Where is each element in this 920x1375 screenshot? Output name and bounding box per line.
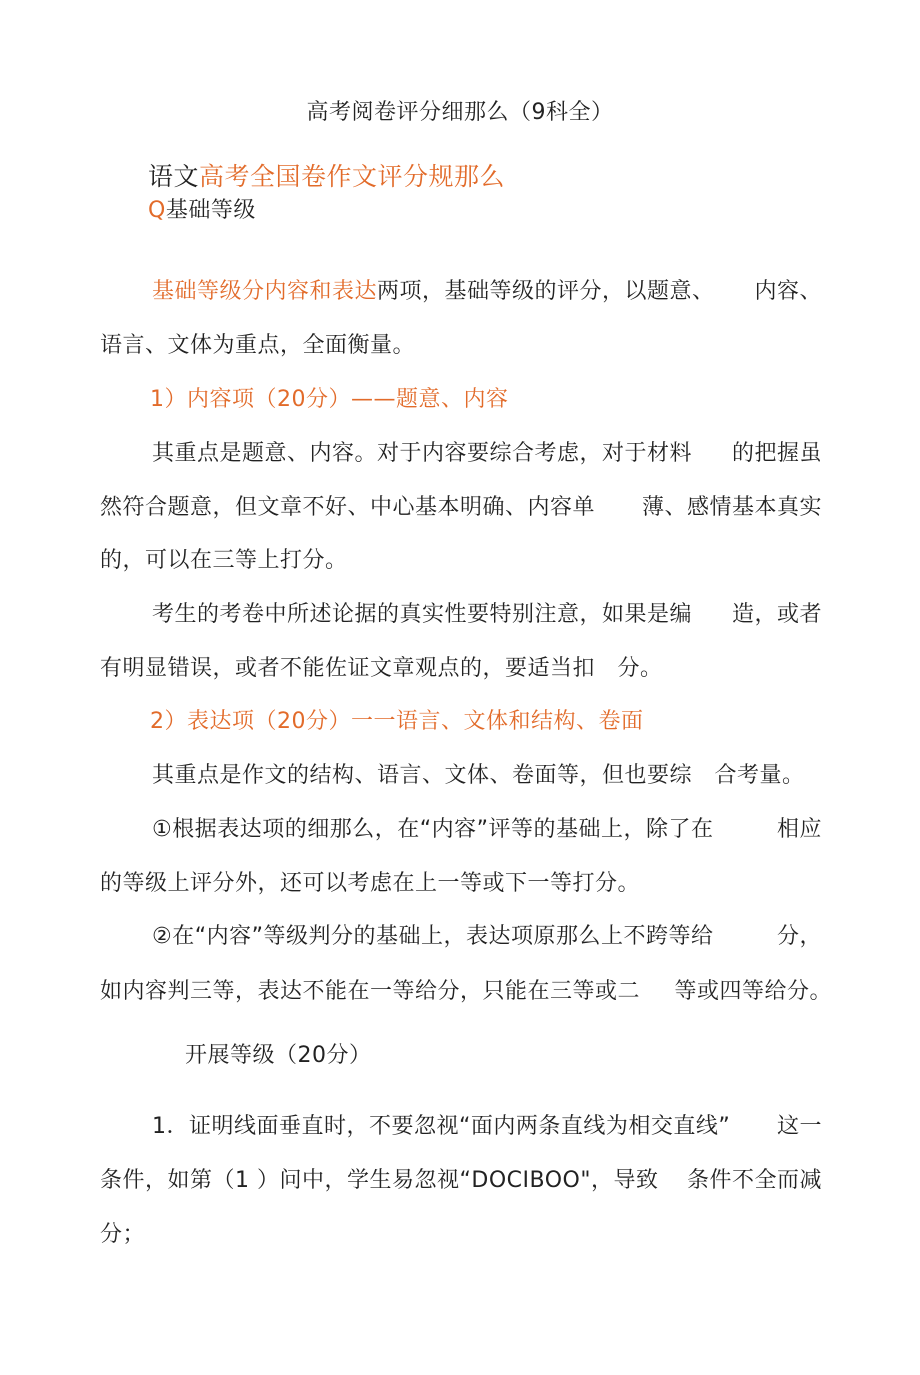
math-note-line-1 (152, 1112, 822, 1142)
item2-heading: 2）表达项（20分）一一语言、文体和结构、卷面 (150, 709, 644, 734)
math-note-line-1-a: 1．证明线面垂直时，不要忽视“面内两条直线为相交直线” (152, 1114, 731, 1139)
item2-p2-line-1-a: ①根据表达项的细那么，在“内容”评等的基础上，除了在 (152, 817, 714, 842)
math-note-line-2-b: 条件不全而减 (686, 1168, 822, 1193)
intro-line-2: 语言、文体为重点，全面衡量。 (100, 333, 416, 358)
section-heading (148, 160, 505, 194)
item1-p1-line-2 (100, 493, 822, 523)
intro-line-1 (152, 277, 822, 307)
item1-p2-line-1-a: 考生的考卷中所述论据的真实性要特别注意，如果是编 (152, 602, 693, 627)
item1-p1-line-3: 的，可以在三等上打分。 (100, 548, 348, 573)
item2-p3-line-2-a: 如内容判三等，表达不能在一等给分，只能在三等或二 (100, 979, 641, 1004)
intro-highlight: 基础等级分内容和表达 (152, 279, 378, 304)
item2-p1: 其重点是作文的结构、语言、文体、卷面等，但也要综 合考量。 (152, 763, 805, 788)
development-level-label: 开展等级（20分） (185, 1043, 372, 1068)
item2-p3-line-1 (152, 922, 822, 952)
math-note-line-2 (100, 1166, 822, 1196)
section-heading-highlight: 高考全国卷作文评分规那么 (199, 162, 506, 191)
item1-p2-line-1-b: 造，或者 (731, 602, 822, 627)
item1-p1-line-1 (152, 439, 822, 469)
math-note-line-2-a: 条件，如第（1 ）问中，学生易忽视“DOCIBOO"，导致 (100, 1168, 659, 1193)
item2-p3-line-2-b: 等或四等给分。 (674, 979, 832, 1004)
item1-p2-line-1 (152, 600, 822, 630)
intro-line-1-tail: 内容、 (754, 279, 822, 304)
item1-p1-line-1-a: 其重点是题意、内容。对于内容要综合考虑，对于材料 (152, 441, 693, 466)
item1-p1-line-2-a: 然符合题意，但文章不好、中心基本明确、内容单 (100, 495, 596, 520)
item2-p3-line-2 (100, 977, 832, 1007)
item1-p1-line-2-b: 薄、感情基本真实 (641, 495, 822, 520)
item1-p1-line-1-b: 的把握虽 (731, 441, 822, 466)
item2-p3-line-1-a: ②在“内容”等级判分的基础上，表达项原那么上不跨等给 (152, 924, 714, 949)
item1-p2-line-2: 有明显错误，或者不能佐证文章观点的，要适当扣 分。 (100, 656, 663, 681)
bullet-icon: Q (148, 198, 166, 223)
math-note-line-1-b: 这一 (776, 1114, 822, 1139)
basic-level-text: 基础等级 (165, 198, 256, 223)
item2-p2-line-1-b: 相应 (776, 817, 822, 842)
item2-p2-line-2: 的等级上评分外，还可以考虑在上一等或下一等打分。 (100, 871, 641, 896)
intro-line-1-text: 两项，基础等级的评分，以题意、 (377, 279, 715, 304)
document-title: 高考阅卷评分细那么（9科全） (306, 100, 614, 125)
section-heading-prefix: 语文 (148, 162, 200, 191)
math-note-line-3: 分； (100, 1222, 146, 1247)
item1-heading: 1）内容项（20分）——题意、内容 (150, 387, 509, 412)
item2-p3-line-1-b: 分， (776, 924, 822, 949)
basic-level-label (148, 196, 256, 226)
item2-p2-line-1 (152, 815, 822, 845)
